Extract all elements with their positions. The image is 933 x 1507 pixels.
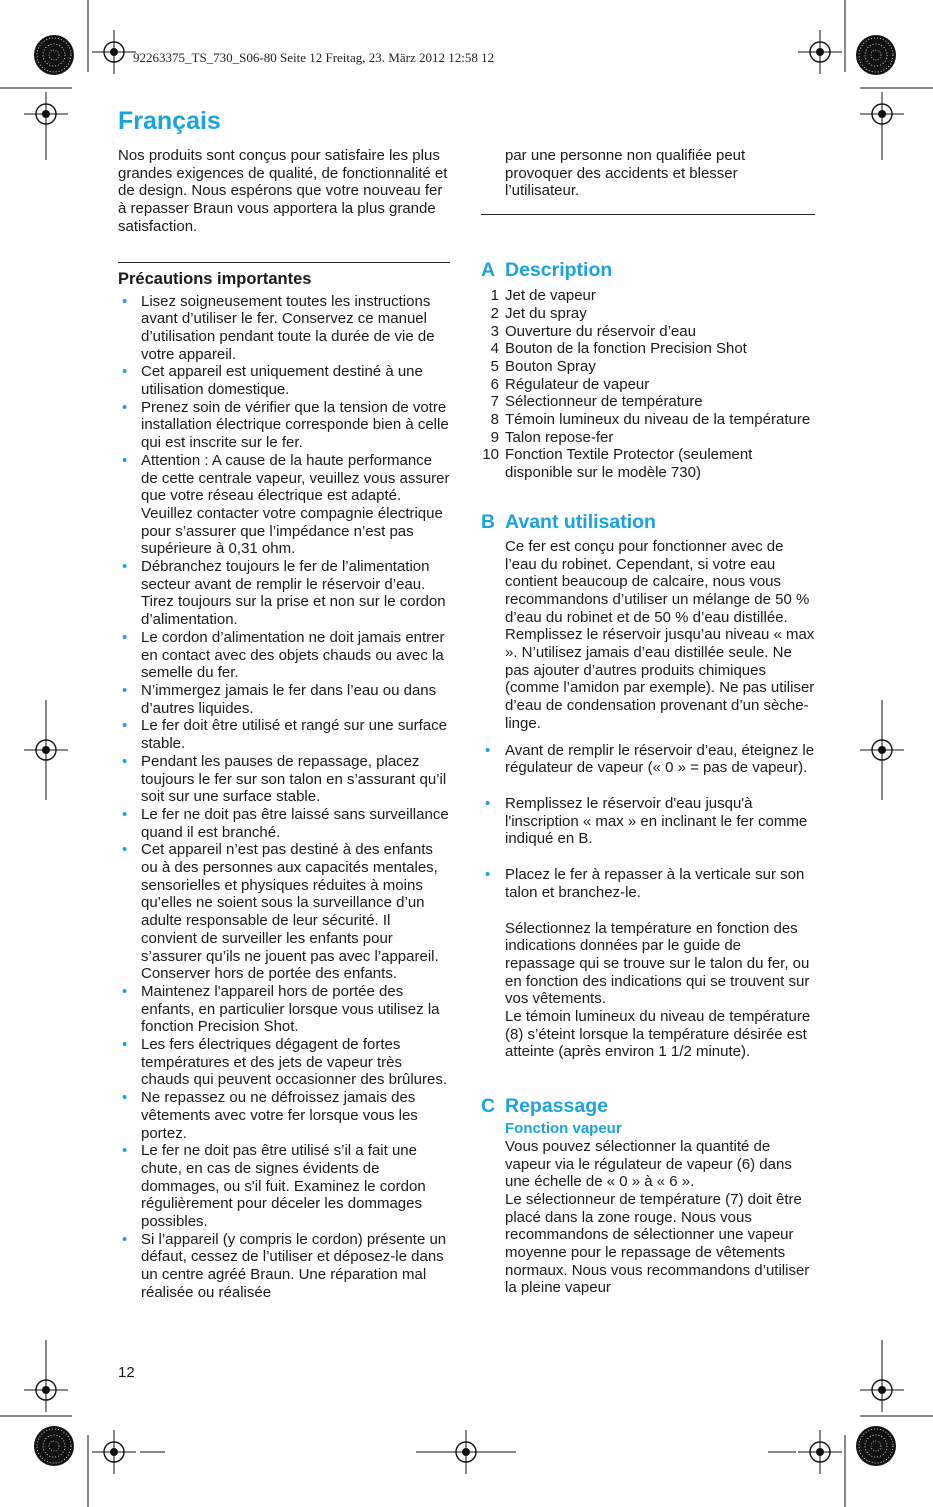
- crosshair-icon: [860, 728, 904, 772]
- list-item: • Le fer ne doit pas être laissé sans surveillance quand il est branché.: [122, 805, 449, 841]
- left-column: [118, 147, 450, 1302]
- crosshair-icon: [24, 728, 68, 772]
- bullet-icon: •: [122, 805, 128, 823]
- section-title: Description: [505, 259, 613, 282]
- list-item: • Lisez soigneusement toutes les instructions avant d’utiliser le fer. Conservez ce manuel d’utilisation pendant toute la durée de vie de votre appareil.: [122, 292, 435, 363]
- precautions-list: [118, 293, 450, 1302]
- list-item: 9 Talon repose-fer: [490, 428, 614, 446]
- crosshair-icon: [92, 1430, 136, 1474]
- intro-text: Nos produits sont conçus pour satisfaire les plus grandes exigences de qualité, de fonctionnalité et de design. Nous espérons que votre nouveau fer à repasser Braun vous apportera la plus grande satisfaction.: [118, 147, 448, 235]
- page-title: Français: [118, 107, 221, 135]
- list-item: • Le fer doit être utilisé et rangé sur une surface stable.: [122, 717, 448, 753]
- section-letter: B: [481, 510, 496, 533]
- bullet-icon: •: [122, 841, 128, 859]
- list-item: • Ne repassez ou ne défroissez jamais des vêtements avec votre fer lorsque vous les portez.: [122, 1089, 418, 1142]
- section-title: Repassage: [505, 1095, 608, 1118]
- list-item: • Cet appareil est uniquement destiné à une utilisation domestique.: [122, 363, 423, 399]
- list-item: • Avant de remplir le réservoir d’eau, éteignez le régulateur de vapeur (« 0 » = pas de vapeur).: [485, 741, 815, 777]
- bullet-icon: •: [485, 794, 491, 812]
- list-item: • Débranchez toujours le fer de l’alimentation secteur avant de remplir le réservoir d’eau. Tirez toujours sur la prise et non sur le cordon d’alimentation.: [122, 558, 446, 629]
- bullet-icon: •: [122, 628, 128, 646]
- list-item: • N’immergez jamais le fer dans l’eau ou dans d’autres liquides.: [122, 681, 437, 717]
- crosshair-icon: [24, 92, 68, 136]
- list-item: • Si l’appareil (y compris le cordon) présente un défaut, cessez de l’utiliser et déposez-le dans un centre agréé Braun. Une réparation mal réalisée ou réalisée: [122, 1230, 447, 1301]
- divider: [481, 214, 815, 215]
- registration-starburst-icon: [34, 1426, 74, 1466]
- section-a-heading: [481, 258, 815, 282]
- steam-text-1: Vous pouvez sélectionner la quantité de vapeur via le régulateur de vapeur (6) dans une échelle de « 0 » à « 6 ».: [505, 1137, 792, 1191]
- crosshair-icon: [444, 1430, 488, 1474]
- right-column: [481, 147, 815, 1297]
- bullet-icon: •: [122, 398, 128, 416]
- bullet-icon: •: [122, 1142, 128, 1160]
- bullet-icon: •: [485, 741, 491, 759]
- divider: [118, 262, 450, 263]
- print-info-header: 92263375_TS_730_S06-80 Seite 12 Freitag, 23. März 2012 12:58 12: [133, 50, 495, 65]
- crosshair-icon: [798, 1430, 842, 1474]
- list-item: • Cet appareil n’est pas destiné à des enfants ou à des personnes aux capacités mentales, sensorielles et physiques réduites à moins qu’elles ne soient sous la surveillance d’un adulte responsable de leur sécurité. Il convient de surveiller les enfants pour s’assurer qu’ils ne jouent pas avec l’appareil. Conserver hors de portée des enfants.: [122, 841, 439, 983]
- bullet-icon: •: [122, 558, 128, 576]
- crosshair-icon: [92, 30, 136, 74]
- list-item: 7 Sélectionneur de température: [490, 393, 703, 411]
- list-item: • Prenez soin de vérifier que la tension de votre installation électrique corresponde bien à celle qui est inscrite sur le fer.: [122, 398, 449, 452]
- bullet-icon: •: [122, 681, 128, 699]
- list-item: 3 Ouverture du réservoir d’eau: [490, 322, 696, 340]
- crosshair-icon: [24, 1368, 68, 1412]
- bullet-icon: •: [122, 717, 128, 735]
- bullet-icon: •: [122, 752, 128, 770]
- page-number: 12: [118, 1364, 135, 1381]
- precautions-continuation: par une personne non qualifiée peut provoquer des accidents et blesser l’utilisateur.: [505, 147, 746, 200]
- section-title: Avant utilisation: [505, 510, 656, 533]
- before-use-intro: Ce fer est conçu pour fonctionner avec de l’eau du robinet. Cependant, si votre eau contient beaucoup de calcaire, nous vous recommandons d’utiliser un mélange de 50 % d’eau du robinet et de 50 % d’eau distillée. Remplissez le réservoir jusqu’au niveau « max ». N’utilisez jamais d’eau distillée seule. Ne pas ajouter d’autres produits chimiques (comme l’amidon par exemple). Ne pas utiliser d’eau de condensation provenant d’un sèche-linge.: [505, 537, 815, 732]
- bullet-icon: •: [122, 1036, 128, 1054]
- list-item: 6 Régulateur de vapeur: [490, 375, 650, 393]
- list-item: • Placez le fer à repasser à la verticale sur son talon et branchez-le.: [485, 866, 805, 901]
- temperature-text: Sélectionnez la température en fonction des indications données par le guide de repassage qui se trouve sur le talon du fer, ou en fonction des indications qui se trouvent sur vos vêtements.: [505, 919, 810, 1008]
- bullet-icon: •: [485, 866, 491, 884]
- indicator-lamp-text: Le témoin lumineux du niveau de température (8) s’éteint lorsque la température désirée est atteinte (après environ 1 1/2 minute).: [505, 1008, 811, 1061]
- registration-starburst-icon: [856, 1426, 896, 1466]
- bullet-icon: •: [122, 982, 128, 1000]
- list-item: • Pendant les pauses de repassage, placez toujours le fer sur son talon en s’assurant qu’il soit sur une surface stable.: [122, 752, 447, 806]
- steam-function-subheading: Fonction vapeur: [505, 1120, 622, 1138]
- list-item: 4 Bouton de la fonction Precision Shot: [490, 340, 747, 358]
- list-item: 1 Jet de vapeur: [490, 287, 596, 305]
- crosshair-icon: [860, 1368, 904, 1412]
- section-letter: A: [481, 259, 496, 282]
- list-item: • Le fer ne doit pas être utilisé s’il a fait une chute, en cas de signes évidents de dommages, ou s'il fuit. Examinez le cordon régulièrement pour déceler les dommages possibles.: [122, 1142, 426, 1231]
- list-item: 10 Fonction Textile Protector (seulement disponible sur le modèle 730): [482, 446, 753, 482]
- bullet-icon: •: [122, 1089, 128, 1107]
- crosshair-icon: [798, 30, 842, 74]
- list-item: • Le cordon d’alimentation ne doit jamais entrer en contact avec des objets chauds ou avec la semelle du fer.: [122, 628, 445, 682]
- steam-text-2: Le sélectionneur de température (7) doit être placé dans la zone rouge. Nous vous recommandons de sélectionner une vapeur moyenne pour le repassage de vêtements normaux. Nous vous recommandons d’utiliser la pleine vapeur: [505, 1190, 810, 1297]
- precautions-heading: Précautions importantes: [118, 269, 312, 288]
- bullet-icon: •: [122, 363, 128, 381]
- list-item: 5 Bouton Spray: [490, 357, 596, 375]
- registration-starburst-icon: [856, 35, 896, 75]
- list-item: • Attention : A cause de la haute performance de cette centrale vapeur, veuillez vous assurer que votre réseau électrique est adapté. Veuillez contacter votre compagnie électrique pour s’assurer que l’impédance n’est pas supérieure à 0,31 ohm.: [122, 451, 450, 558]
- registration-starburst-icon: [34, 35, 74, 75]
- section-letter: C: [481, 1095, 496, 1118]
- crosshair-icon: [860, 92, 904, 136]
- section-c-heading: [481, 1094, 815, 1118]
- list-item: 8 Témoin lumineux du niveau de la température: [490, 411, 811, 429]
- before-use-steps: [481, 742, 815, 902]
- list-item: • Maintenez l'appareil hors de portée des enfants, en particulier lorsque vous utilisez la fonction Precision Shot.: [122, 982, 440, 1036]
- bullet-icon: •: [122, 292, 128, 310]
- parts-list: [481, 287, 815, 482]
- bullet-icon: •: [122, 1230, 128, 1248]
- list-item: • Les fers électriques dégagent de fortes températures et des jets de vapeur très chauds qui peuvent occasionner des brûlures.: [122, 1036, 448, 1089]
- list-item: • Remplissez le réservoir d'eau jusqu'à l'inscription « max » en inclinant le fer comme indiqué en B.: [485, 794, 808, 848]
- list-item: 2 Jet du spray: [490, 304, 587, 322]
- bullet-icon: •: [122, 451, 128, 469]
- section-b-heading: [481, 510, 815, 534]
